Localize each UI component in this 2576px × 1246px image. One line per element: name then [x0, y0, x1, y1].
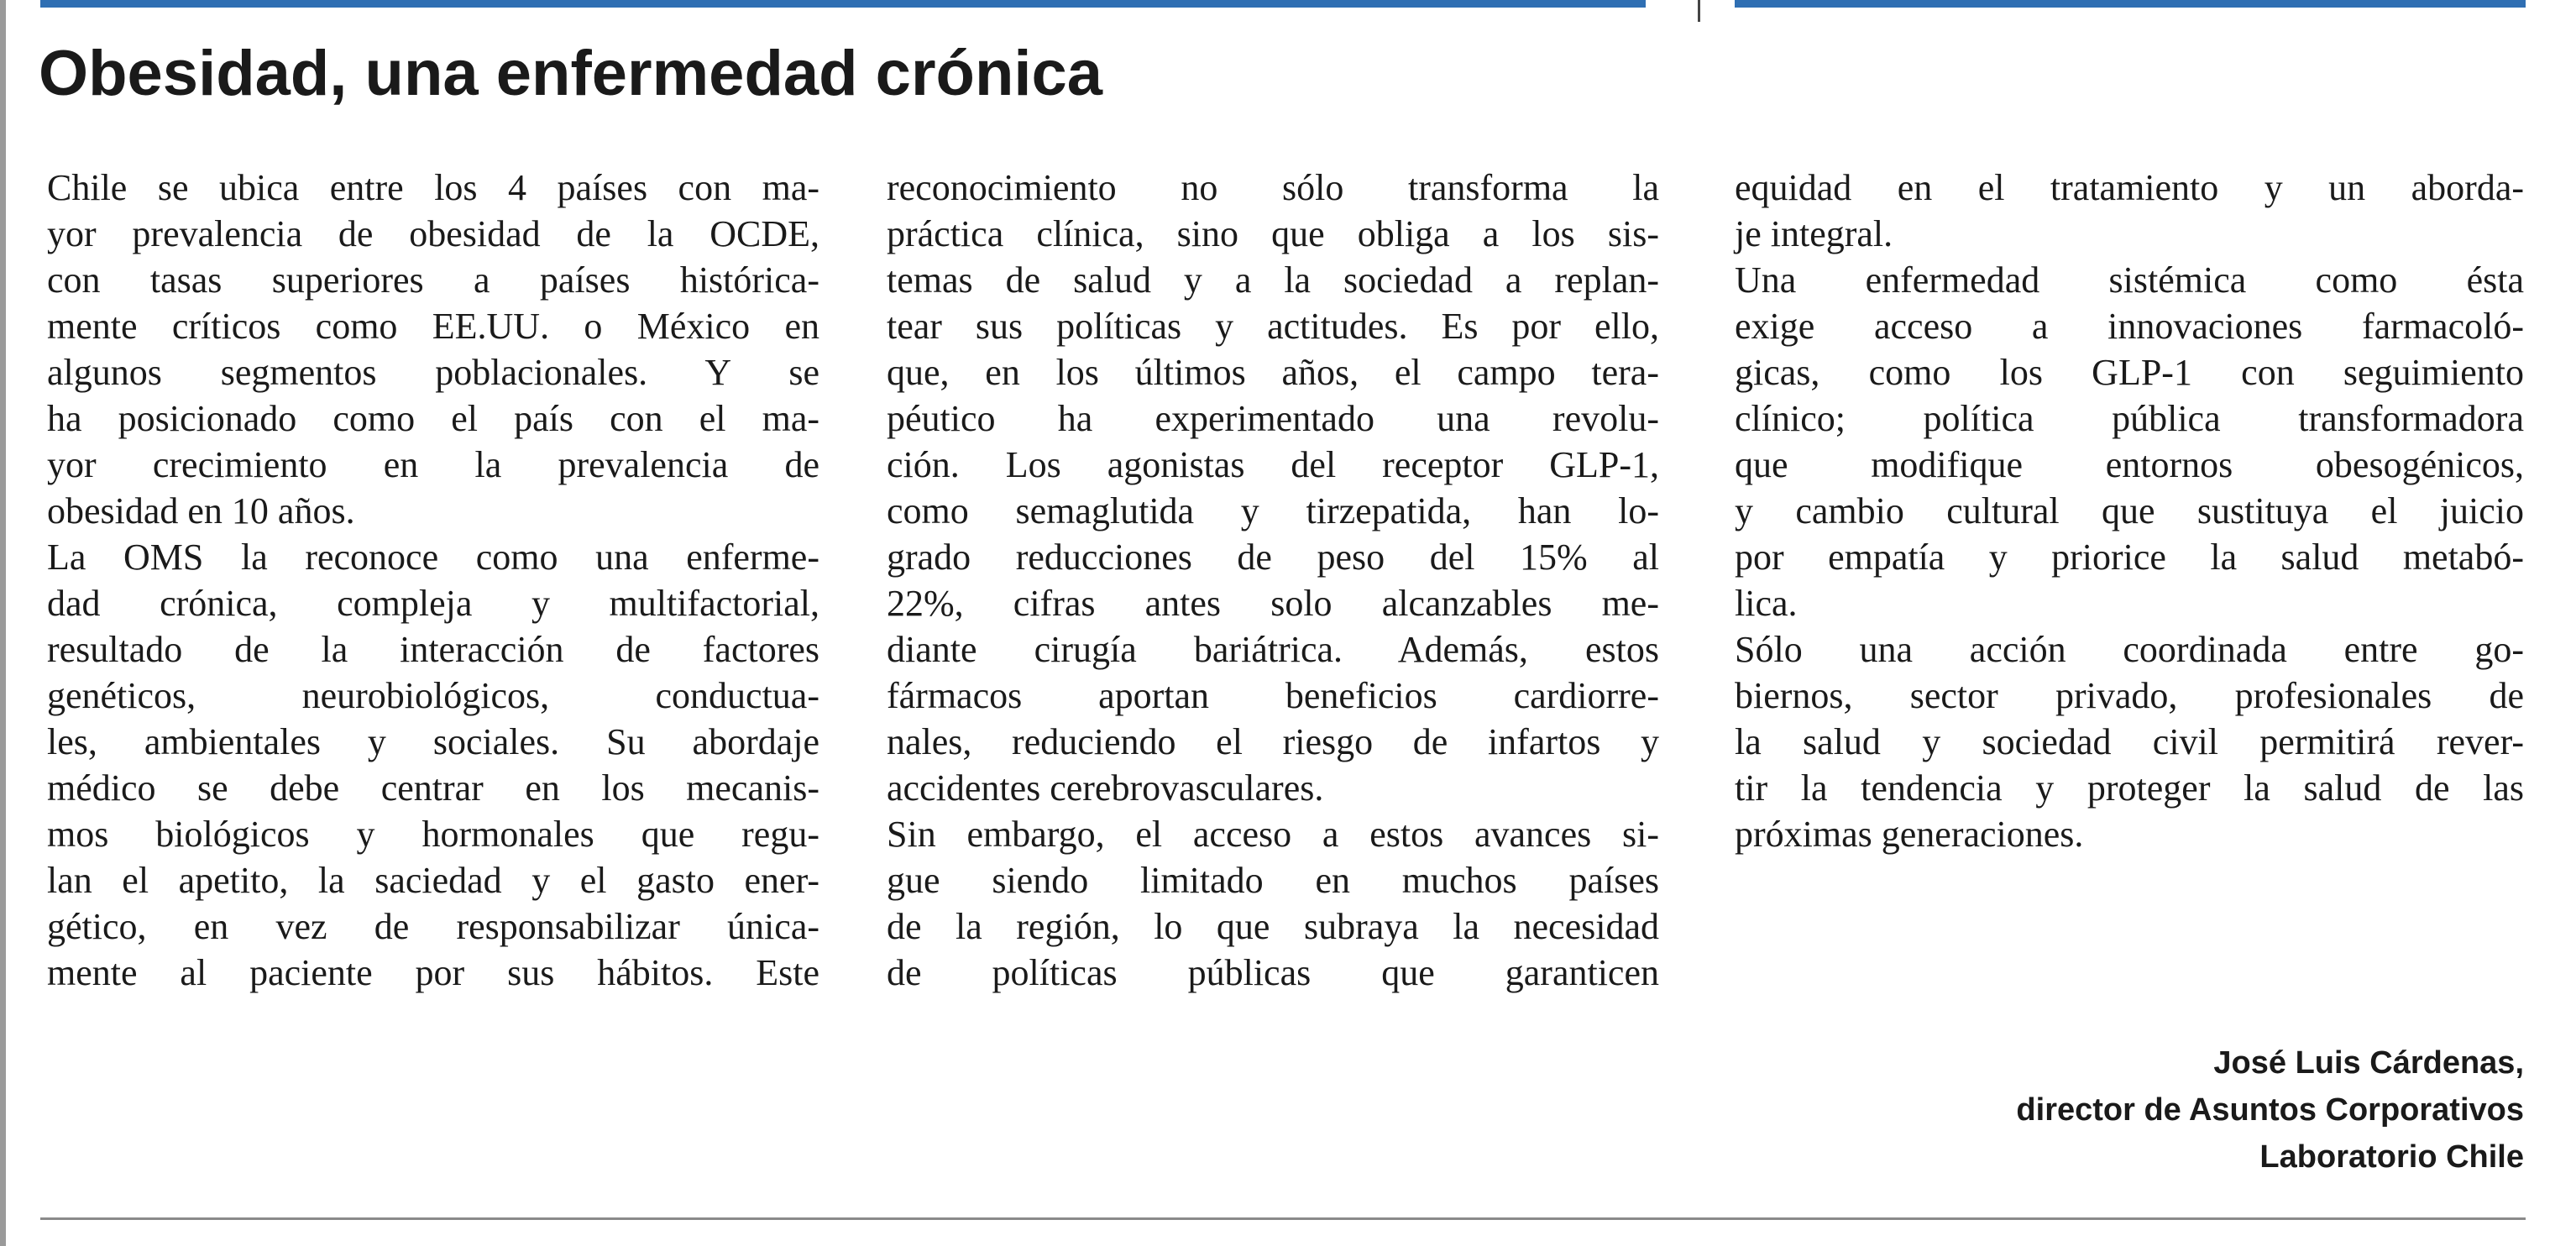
text-line: genéticos, neurobiológicos, conductua- [47, 675, 819, 716]
text-line: tir la tendencia y proteger la salud de las [1735, 767, 2524, 809]
text-line: obesidad en 10 años. [47, 490, 355, 531]
text-line: nales, reduciendo el riesgo de infartos y [887, 721, 1659, 762]
text-line: con tasas superiores a países históricа- [47, 259, 819, 301]
text-line: práctica clínica, sino que obliga a los sis- [887, 213, 1659, 254]
article-headline: Obesidad, una enfermedad crónica [39, 38, 1103, 109]
article-column-2 [887, 165, 1659, 996]
text-line: próximas generaciones. [1735, 814, 2084, 855]
text-line: mos biológicos y hormonales que regu- [47, 814, 819, 855]
text-line: Sin embargo, el acceso a estos avances si- [887, 814, 1659, 855]
text-line: resultado de la interacción de factores [47, 629, 819, 670]
text-line: les, ambientales y sociales. Su abordaje [47, 721, 819, 762]
text-line: grado reducciones de peso del 15% al [887, 537, 1659, 578]
article-column-3 [1735, 165, 2524, 857]
text-line: equidad en el tratamiento y un aborda- [1735, 167, 2524, 208]
text-line: clínico; política pública transformadora [1735, 398, 2524, 439]
text-line: como semaglutida y tirzepatida, han lo- [887, 490, 1659, 531]
text-line: gético, en vez de responsabilizar única- [47, 906, 819, 947]
text-line: biernos, sector privado, profesionales de [1735, 675, 2524, 716]
text-line: que modifique entornos obesogénicos, [1735, 444, 2524, 485]
text-line: mente al paciente por sus hábitos. Este [47, 952, 819, 993]
author-organization: Laboratorio Chile [2259, 1139, 2524, 1175]
text-line: ción. Los agonistas del receptor GLP-1, [887, 444, 1659, 485]
article-column-1 [47, 165, 819, 996]
text-line: Una enfermedad sistémica como ésta [1735, 259, 2524, 301]
text-line: temas de salud y a la sociedad a replan- [887, 259, 1659, 301]
text-line: 22%, cifras antes solo alcanzables me- [887, 583, 1659, 624]
page-edge-shadow [0, 0, 6, 1246]
text-line: de la región, lo que subraya la necesidad [887, 906, 1659, 947]
text-line: dad crónica, compleja y multifactorial, [47, 583, 819, 624]
text-line: accidentes cerebrovasculares. [887, 767, 1324, 809]
text-line: Sólo una acción coordinada entre go- [1735, 629, 2524, 670]
text-line: lan el apetito, la saciedad y el gasto ener- [47, 860, 819, 901]
text-line: exige acceso a innovaciones farmacoló- [1735, 306, 2524, 347]
text-line: fármacos aportan beneficios cardiorre- [887, 675, 1659, 716]
top-blue-rule-right [1735, 0, 2526, 8]
text-line: La OMS la reconoce como una enferme- [47, 537, 819, 578]
text-line: reconocimiento no sólo transforma la [887, 167, 1659, 208]
text-line: tear sus políticas y actitudes. Es por ello, [887, 306, 1659, 347]
text-line: je integral. [1735, 213, 1893, 254]
text-line: algunos segmentos poblacionales. Y se [47, 352, 819, 393]
column-separator-tick [1698, 0, 1700, 22]
text-line: lica. [1735, 583, 1798, 624]
text-line: Chile se ubica entre los 4 países con ma- [47, 167, 819, 208]
text-line: de políticas públicas que garanticen [887, 952, 1659, 993]
text-line: mente críticos como EE.UU. o México en [47, 306, 819, 347]
text-line: gue siendo limitado en muchos países [887, 860, 1659, 901]
bottom-rule [40, 1217, 2526, 1220]
author-role: director de Asuntos Corporativos [2016, 1092, 2524, 1128]
text-line: yor crecimiento en la prevalencia de [47, 444, 819, 485]
text-line: gicas, como los GLP-1 con seguimiento [1735, 352, 2524, 393]
text-line: ha posicionado como el país con el ma- [47, 398, 819, 439]
text-line: yor prevalencia de obesidad de la OCDE, [47, 213, 819, 254]
text-line: que, en los últimos años, el campo tera- [887, 352, 1659, 393]
top-blue-rule-left [40, 0, 1646, 8]
text-line: péutico ha experimentado una revolu- [887, 398, 1659, 439]
text-line: médico se debe centrar en los mecanis- [47, 767, 819, 809]
text-line: por empatía y priorice la salud metabó- [1735, 537, 2524, 578]
text-line: la salud y sociedad civil permitirá rever- [1735, 721, 2524, 762]
text-line: y cambio cultural que sustituya el juicio [1735, 490, 2524, 531]
author-signature [1768, 1039, 2524, 1181]
text-line: diante cirugía bariátrica. Además, estos [887, 629, 1659, 670]
author-name: José Luis Cárdenas, [2213, 1045, 2524, 1081]
